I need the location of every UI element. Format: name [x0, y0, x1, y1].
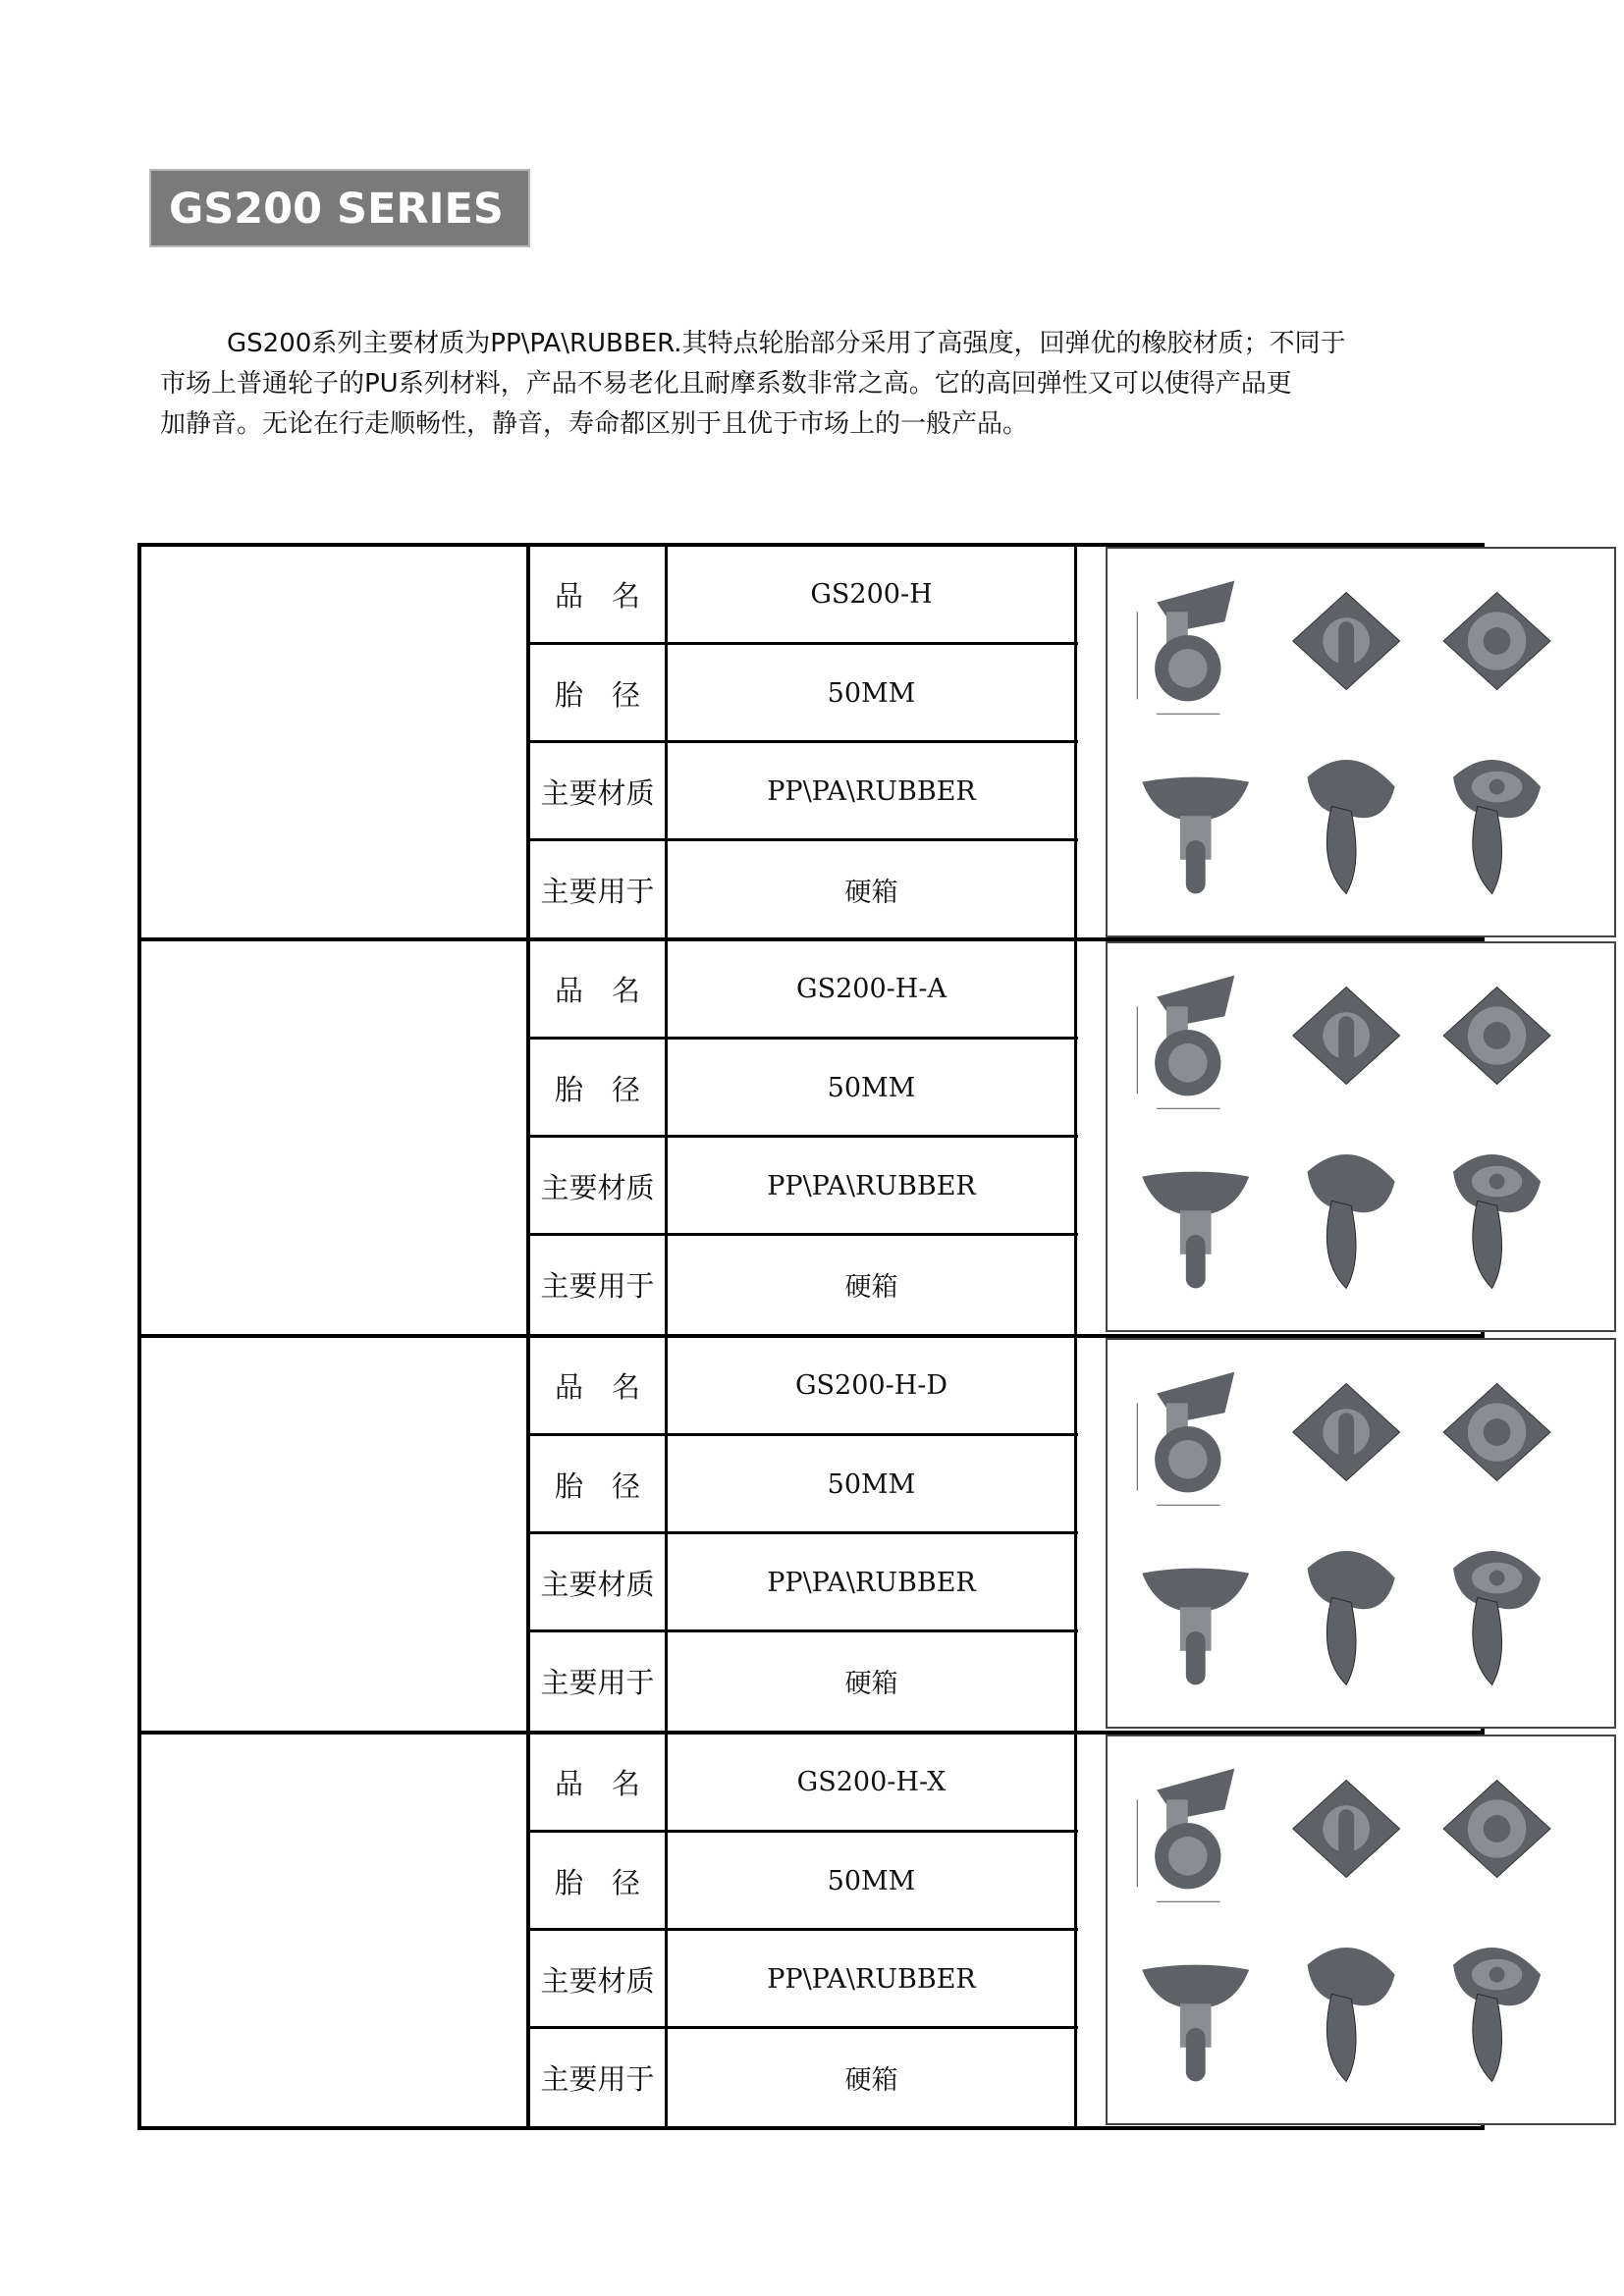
- label-material: 主要材质: [540, 1567, 655, 1601]
- product-usage: 硬箱: [844, 2064, 898, 2096]
- caster-views-figure: [1108, 943, 1614, 1330]
- caster-underside-perspective: [1453, 1154, 1541, 1288]
- caster-front-view: [1142, 1172, 1249, 1289]
- product-row: [141, 941, 1481, 1336]
- caster-side-view: [1137, 976, 1234, 1109]
- caster-bottom-view: [1443, 593, 1550, 690]
- label-usage: 主要用于: [540, 1665, 655, 1699]
- label-usage: 主要用于: [540, 874, 655, 908]
- caster-perspective-view: [1308, 1154, 1395, 1288]
- label-name: 品 名: [554, 973, 640, 1007]
- product-table: [137, 543, 1485, 2130]
- caster-front-view: [1142, 1965, 1249, 2082]
- caster-perspective-view: [1308, 1551, 1395, 1684]
- product-name: GS200-H-A: [796, 973, 947, 1004]
- product-usage: 硬箱: [844, 1271, 898, 1303]
- product-usage: 硬箱: [844, 877, 898, 908]
- product-name: GS200-H-D: [794, 1369, 948, 1401]
- caster-views-figure: [1108, 1736, 1614, 2123]
- caster-top-view: [1293, 988, 1400, 1085]
- caster-underside-perspective: [1453, 760, 1541, 893]
- product-photo: [1106, 1735, 1616, 2125]
- intro-line: 市场上普通轮子的PU系列材料，产品不易老化且耐摩系数非常之高。它的高回弹性又可以使得产品更: [160, 369, 1292, 399]
- caster-perspective-view: [1308, 760, 1395, 893]
- series-title-banner: [149, 169, 530, 247]
- intro-line: GS200系列主要材质为PP\PA\RUBBER.其特点轮胎部分采用了高强度，回弹优的橡胶材质；不同于: [227, 329, 1346, 358]
- label-diameter: 胎 径: [554, 1865, 640, 1899]
- caster-views-figure: [1108, 1340, 1614, 1727]
- series-title: GS200 SERIES: [169, 185, 504, 234]
- product-blank-cell: [141, 547, 526, 941]
- product-row: [141, 1735, 1481, 2129]
- caster-side-view: [1137, 581, 1234, 715]
- label-diameter: 胎 径: [554, 1468, 640, 1503]
- caster-front-view: [1142, 1569, 1249, 1685]
- label-diameter: 胎 径: [554, 1072, 640, 1106]
- caster-perspective-view: [1308, 1948, 1395, 2081]
- caster-bottom-view: [1443, 1781, 1550, 1878]
- product-photo: [1106, 547, 1616, 937]
- caster-underside-perspective: [1453, 1551, 1541, 1684]
- product-diameter: 50MM: [827, 1865, 916, 1896]
- product-name: GS200-H-X: [796, 1766, 947, 1797]
- product-usage: 硬箱: [844, 1668, 898, 1699]
- product-row: [141, 547, 1481, 941]
- label-name: 品 名: [554, 578, 640, 613]
- label-name: 品 名: [554, 1766, 640, 1800]
- label-usage: 主要用于: [540, 2061, 655, 2096]
- product-diameter: 50MM: [827, 1072, 916, 1103]
- product-material: PP\PA\RUBBER: [767, 1963, 976, 1995]
- caster-top-view: [1293, 1781, 1400, 1878]
- label-name: 品 名: [554, 1369, 640, 1404]
- product-blank-cell: [141, 1735, 526, 2129]
- product-photo: [1106, 1338, 1616, 1729]
- caster-side-view: [1137, 1372, 1234, 1506]
- label-diameter: 胎 径: [554, 677, 640, 712]
- product-material: PP\PA\RUBBER: [767, 1567, 976, 1598]
- product-row: [141, 1338, 1481, 1733]
- label-usage: 主要用于: [540, 1268, 655, 1303]
- intro-line: 加静音。无论在行走顺畅性，静音，寿命都区别于且优于市场上的一般产品。: [160, 409, 1029, 439]
- caster-bottom-view: [1443, 988, 1550, 1085]
- caster-top-view: [1293, 1384, 1400, 1481]
- product-name: GS200-H: [810, 578, 933, 610]
- product-blank-cell: [141, 1338, 526, 1733]
- caster-underside-perspective: [1453, 1948, 1541, 2081]
- caster-views-figure: [1108, 549, 1614, 935]
- product-photo: [1106, 941, 1616, 1332]
- product-diameter: 50MM: [827, 677, 916, 709]
- product-material: PP\PA\RUBBER: [767, 775, 976, 807]
- label-material: 主要材质: [540, 1170, 655, 1204]
- label-material: 主要材质: [540, 1963, 655, 1998]
- caster-bottom-view: [1443, 1384, 1550, 1481]
- product-diameter: 50MM: [827, 1468, 916, 1500]
- product-blank-cell: [141, 941, 526, 1336]
- product-material: PP\PA\RUBBER: [767, 1170, 976, 1201]
- caster-side-view: [1137, 1769, 1234, 1902]
- intro-paragraph: [160, 324, 1488, 445]
- label-material: 主要材质: [540, 775, 655, 810]
- caster-top-view: [1293, 593, 1400, 690]
- caster-front-view: [1142, 777, 1249, 894]
